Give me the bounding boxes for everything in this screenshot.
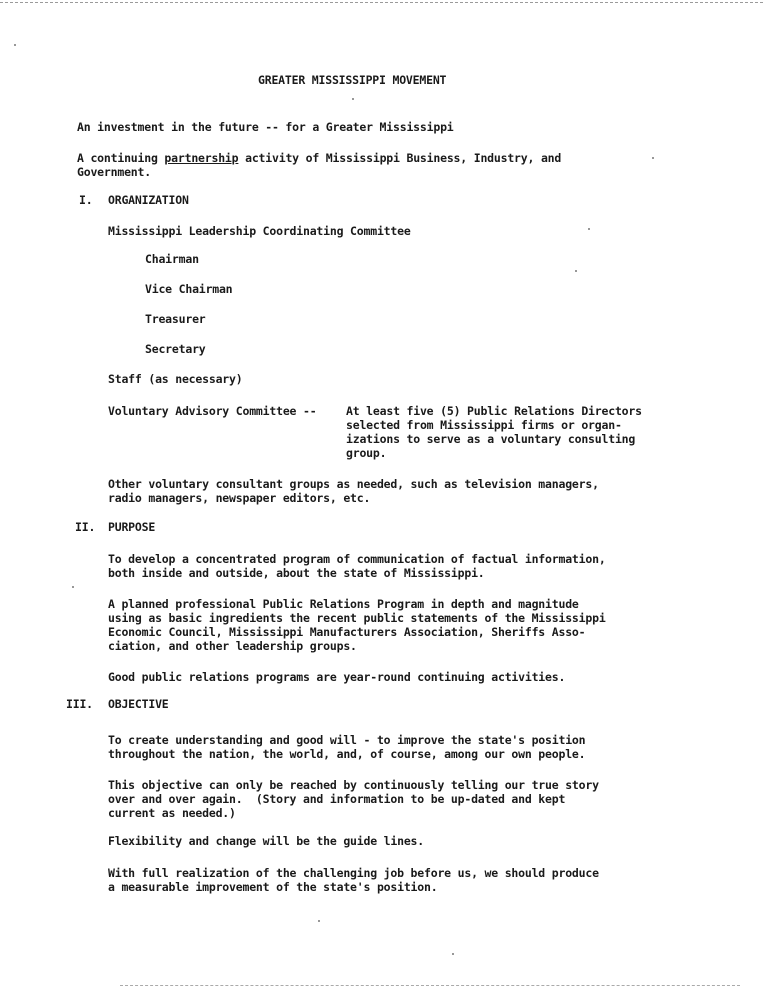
purpose-paragraph-line: To develop a concentrated program of communication of factual information,: [108, 552, 606, 566]
advisory-text-line: izations to serve as a voluntary consulting: [346, 432, 636, 446]
intro-text: A continuing: [77, 151, 165, 165]
scan-speck: [452, 953, 454, 955]
document-title: GREATER MISSISSIPPI MOVEMENT: [258, 73, 447, 87]
scan-speck: [588, 228, 590, 230]
section-numeral: II.: [75, 520, 96, 534]
objective-paragraph-line: a measurable improvement of the state's position.: [108, 880, 438, 894]
objective-paragraph-line: To create understanding and good will - to improve the state's position: [108, 733, 586, 747]
intro-text: activity of Mississippi Business, Industry, and: [238, 151, 562, 165]
purpose-paragraph-line: ciation, and other leadership groups.: [108, 639, 357, 653]
committee-name: Mississippi Leadership Coordinating Committee: [108, 224, 411, 238]
section-heading-organization: ORGANIZATION: [108, 193, 189, 207]
officer-item: Vice Chairman: [145, 282, 233, 296]
scan-speck: [318, 920, 320, 922]
intro-underlined-word: partnership: [164, 151, 239, 165]
tagline: An investment in the future -- for a Greater Mississippi: [77, 120, 454, 134]
purpose-paragraph-line: both inside and outside, about the state of Mississippi.: [108, 566, 485, 580]
advisory-text-line: At least five (5) Public Relations Directors: [346, 404, 642, 418]
objective-paragraph-line: current as needed.): [108, 806, 236, 820]
scan-speck: [652, 157, 654, 159]
objective-paragraph-line: throughout the nation, the world, and, of course, among our own people.: [108, 747, 586, 761]
intro-line-2: Government.: [77, 165, 151, 179]
purpose-paragraph-line: Good public relations programs are year-round continuing activities.: [108, 670, 566, 684]
advisory-text-line: group.: [346, 446, 387, 460]
scan-speck: [14, 44, 16, 46]
purpose-paragraph-line: using as basic ingredients the recent public statements of the Mississippi: [108, 611, 606, 625]
objective-paragraph-line: With full realization of the challenging job before us, we should produce: [108, 866, 599, 880]
other-consultants-line: Other voluntary consultant groups as needed, such as television managers,: [108, 477, 599, 491]
page-bottom-edge: [120, 985, 740, 986]
purpose-paragraph-line: Economic Council, Mississippi Manufacturers Association, Sheriffs Asso-: [108, 625, 586, 639]
objective-paragraph-line: Flexibility and change will be the guide lines.: [108, 834, 425, 848]
officer-item: Treasurer: [145, 312, 206, 326]
scan-speck: [352, 98, 354, 100]
scan-speck: [575, 270, 577, 272]
staff-line: Staff (as necessary): [108, 372, 243, 386]
advisory-text-line: selected from Mississippi firms or organ-: [346, 418, 622, 432]
purpose-paragraph-line: A planned professional Public Relations Program in depth and magnitude: [108, 597, 579, 611]
scan-speck: [72, 586, 74, 588]
section-heading-objective: OBJECTIVE: [108, 697, 169, 711]
advisory-label: Voluntary Advisory Committee --: [108, 404, 317, 418]
objective-paragraph-line: This objective can only be reached by continuously telling our true story: [108, 778, 599, 792]
objective-paragraph-line: over and over again. (Story and information to be up-dated and kept: [108, 792, 566, 806]
section-numeral: III.: [66, 697, 93, 711]
officer-item: Secretary: [145, 342, 206, 356]
intro-line-1: [77, 151, 561, 165]
other-consultants-line: radio managers, newspaper editors, etc.: [108, 491, 371, 505]
page-top-edge: [0, 2, 763, 3]
officer-item: Chairman: [145, 252, 199, 266]
section-heading-purpose: PURPOSE: [108, 520, 156, 534]
section-numeral: I.: [79, 193, 93, 207]
